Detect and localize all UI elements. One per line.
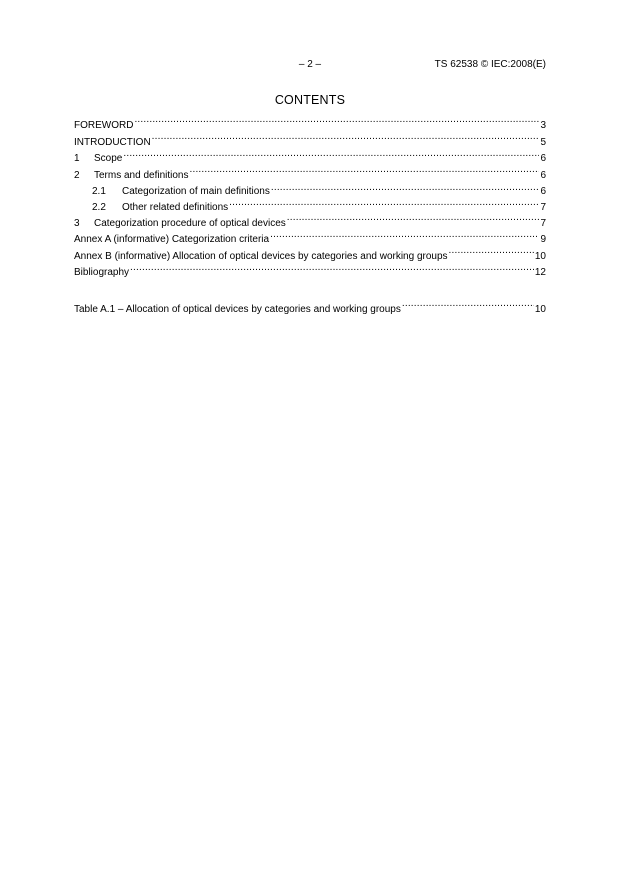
dot-leader [152,133,540,145]
dot-leader [190,166,540,178]
dot-leader [449,247,534,259]
toc-entry-other-related-definitions[interactable] [74,198,546,214]
toc-entry-page: 10 [534,250,546,262]
toc-entry-text: Annex B (informative) Allocation of optical devices by categories and working groups [74,250,448,262]
toc-entry-text: Terms and definitions [94,169,189,181]
toc-entry-text: Other related definitions [122,201,229,213]
toc-entry-terms-and-definitions[interactable] [74,166,546,183]
toc-entry-page: 3 [540,120,546,131]
dot-leader [130,263,534,275]
dot-leader [134,116,539,128]
toc-entry-text: Scope [94,153,123,165]
toc-entry-annex-b[interactable] [74,247,546,264]
toc-entry-introduction[interactable] [74,133,546,150]
toc-entry-page: 6 [540,153,546,165]
toc-entry-number: 2.2 [92,201,106,213]
standard-reference: TS 62538 © IEC:2008(E) [434,59,546,70]
table-of-contents [74,116,546,280]
dot-leader [271,182,540,194]
dot-leader [287,214,540,226]
table-entry-text: Table A.1 – Allocation of optical devices by categories and working groups [74,304,401,315]
toc-entry-page: 5 [540,136,546,148]
toc-entry-categorization-procedure[interactable] [74,214,546,231]
table-entry-a1[interactable] [74,300,546,317]
toc-entry-number: 1 [74,153,80,165]
toc-entry-number: 3 [74,217,80,229]
toc-entry-scope[interactable] [74,149,546,166]
dot-leader [270,230,539,242]
toc-entry-page: 9 [540,234,546,246]
toc-entry-page: 7 [540,217,546,229]
list-of-tables [74,300,546,317]
toc-entry-text: FOREWORD [74,120,134,131]
toc-entry-bibliography[interactable] [74,263,546,280]
toc-entry-text: Categorization of main definitions [122,186,270,198]
toc-entry-number: 2.1 [92,186,106,198]
toc-entry-page: 6 [540,169,546,181]
toc-entry-categorization-of-main-definitions[interactable] [74,182,546,198]
toc-entry-text: INTRODUCTION [74,136,151,148]
toc-entry-page: 12 [534,267,546,279]
toc-entry-text: Bibliography [74,267,130,279]
contents-title: CONTENTS [274,93,346,107]
toc-entry-number: 2 [74,169,80,181]
page-number: – 2 – [298,59,322,70]
toc-entry-page: 6 [540,186,546,198]
toc-entry-text: Categorization procedure of optical devices [94,217,286,229]
toc-entry-text: Annex A (informative) Categorization criteria [74,234,270,246]
dot-leader [402,300,534,312]
toc-entry-annex-a[interactable] [74,230,546,247]
dot-leader [123,149,539,161]
toc-entry-foreword[interactable] [74,116,546,133]
table-entry-page: 10 [534,304,546,315]
dot-leader [229,198,539,210]
toc-entry-page: 7 [540,201,546,213]
